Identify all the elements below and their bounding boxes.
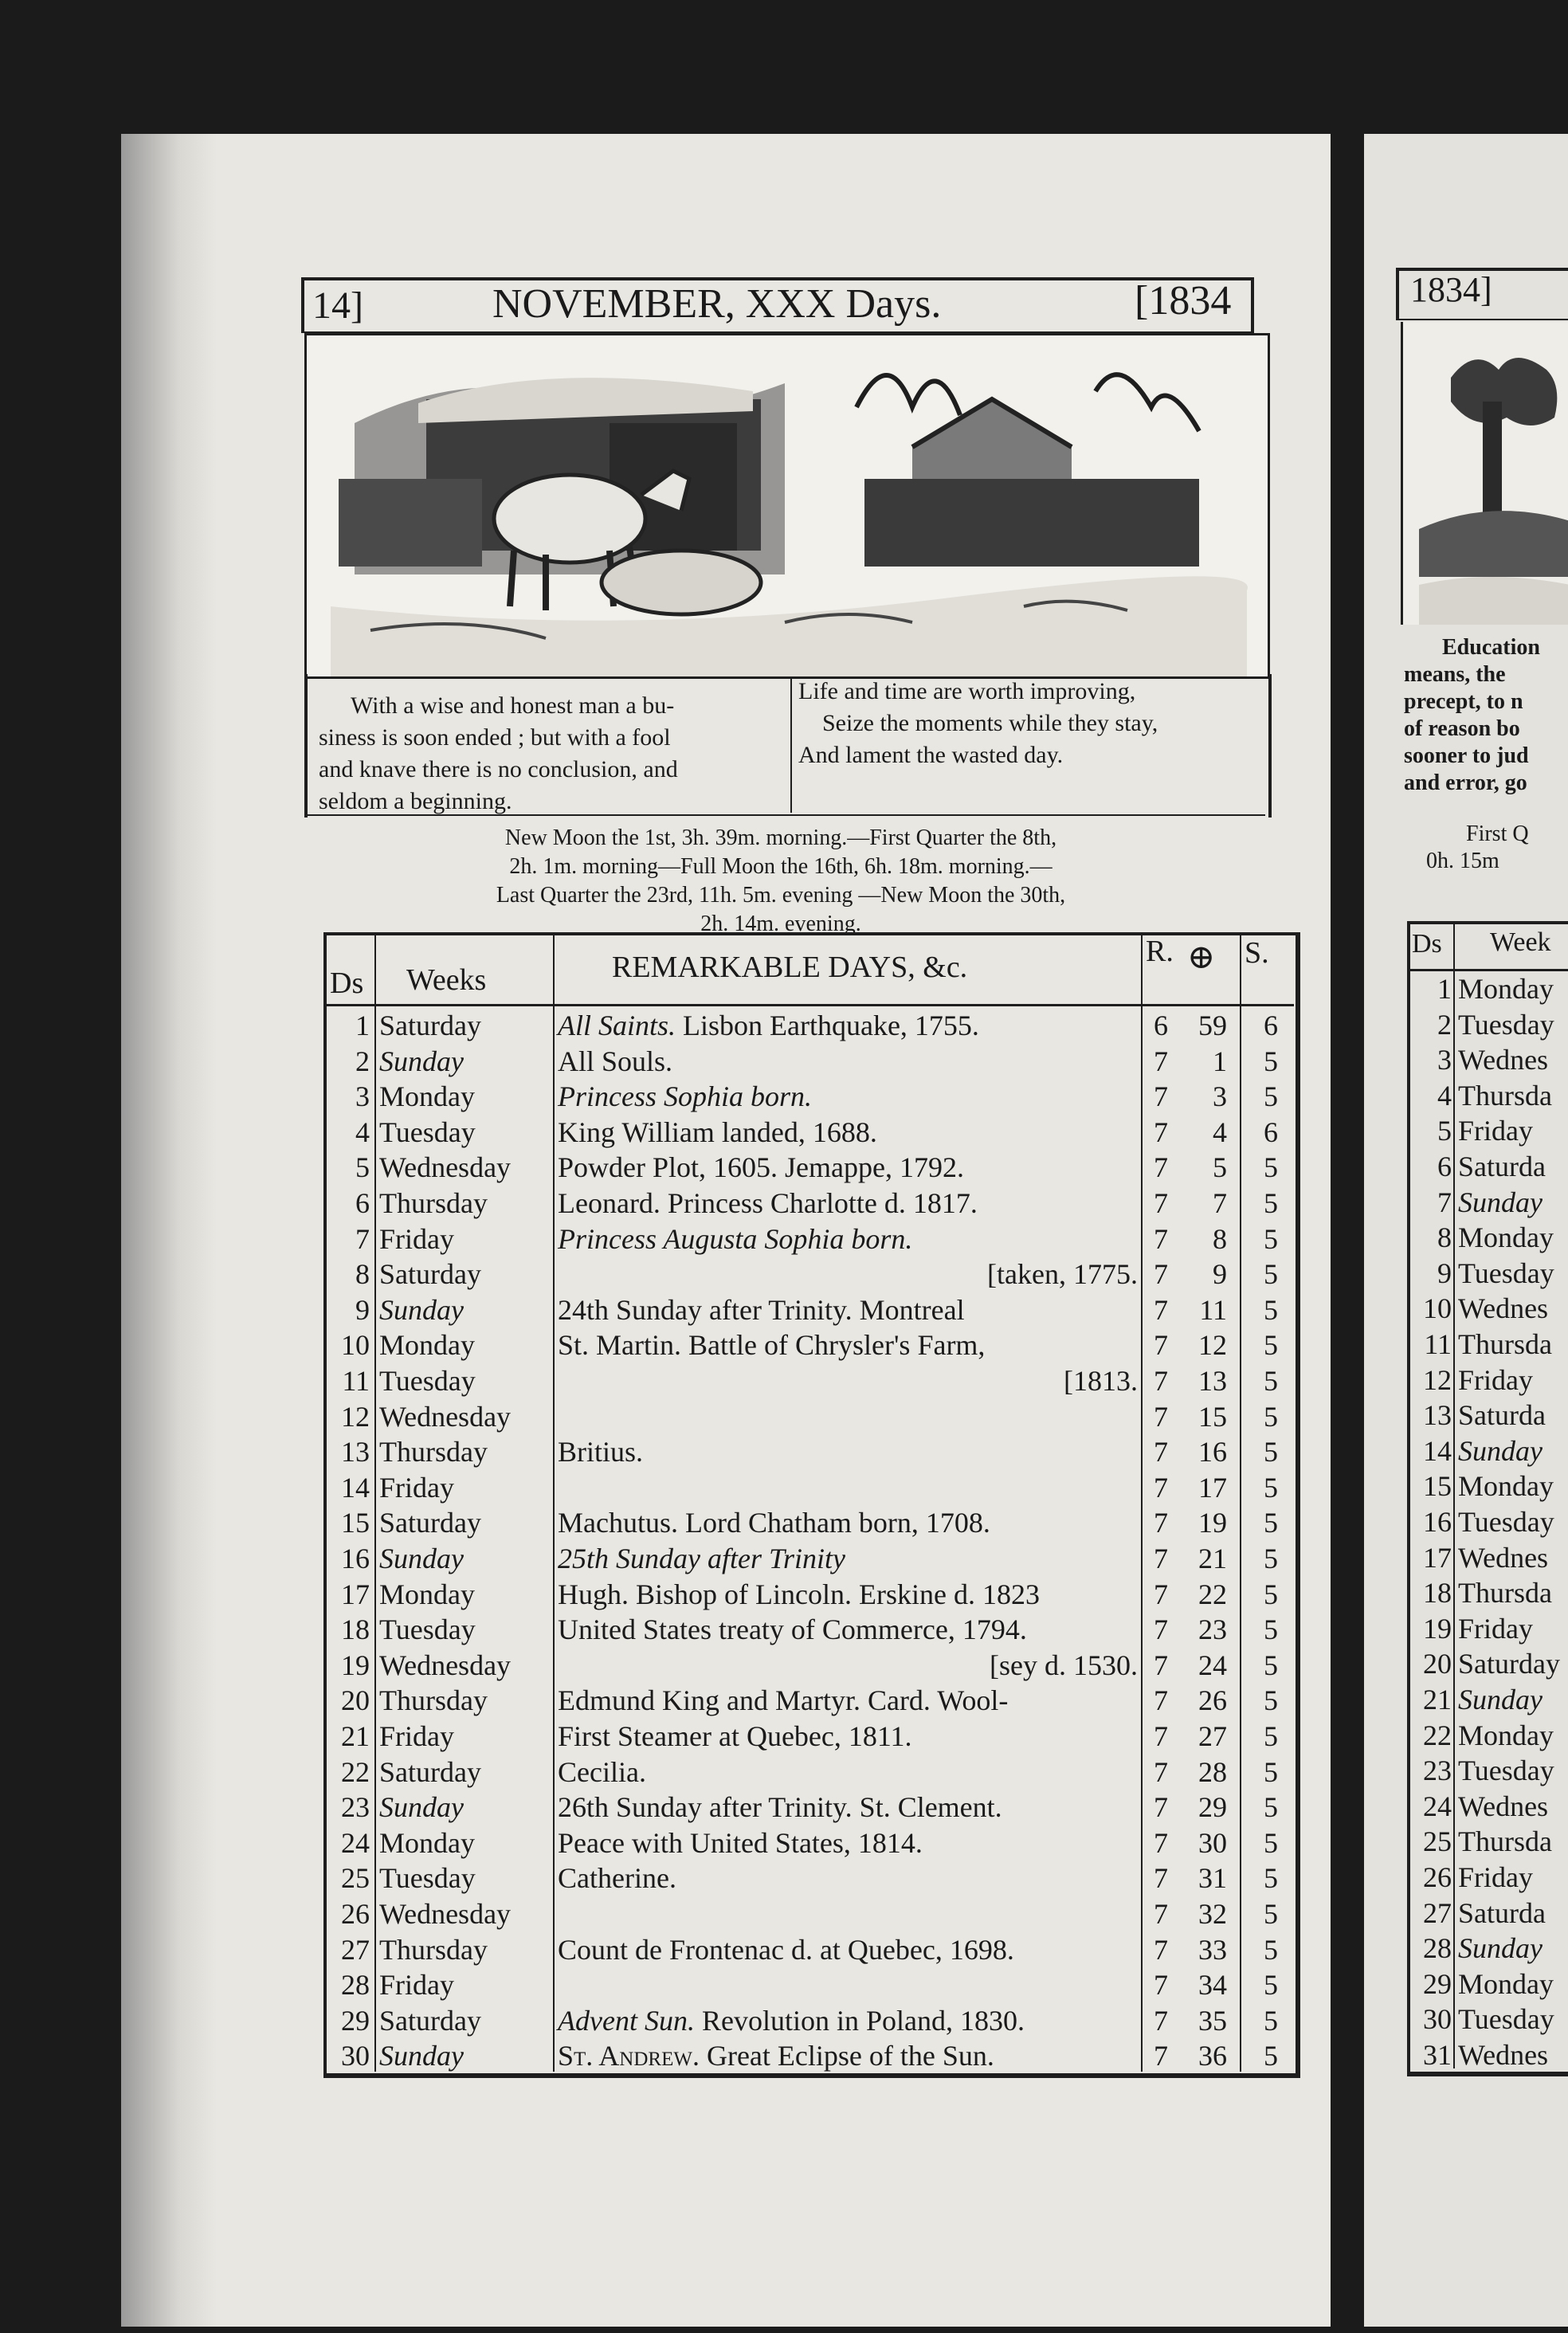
right-day-number: 27 — [1423, 1897, 1452, 1929]
weekday: Wednesday — [379, 1151, 512, 1183]
weekday: Friday — [379, 1472, 454, 1504]
weekday: Tuesday — [379, 1862, 476, 1894]
moon-phase-line: New Moon the 1st, 3h. 39m. morning.—First Quarter the 8th, — [504, 825, 1057, 850]
remarkable-event: Count de Frontenac d. at Quebec, 1698. — [558, 1934, 1014, 1966]
right-header-day: Ds — [1412, 929, 1442, 959]
right-proverb-line: Education — [1442, 635, 1540, 660]
right-weekday: Sunday — [1458, 1684, 1543, 1715]
right-day-number: 17 — [1423, 1542, 1452, 1574]
sunrise-minute: 29 — [1198, 1791, 1227, 1823]
tree-scene-illustration — [1403, 322, 1568, 625]
header-day: Ds — [330, 967, 364, 1000]
sunrise-minute: 19 — [1198, 1507, 1227, 1539]
day-number: 3 — [355, 1080, 370, 1112]
right-weekday: Wednes — [1458, 1044, 1549, 1076]
weekday: Tuesday — [379, 1365, 476, 1397]
day-number: 30 — [341, 2040, 370, 2072]
right-weekday: Tuesday — [1458, 1009, 1554, 1041]
right-day-number: 10 — [1423, 1292, 1452, 1324]
weekday: Sunday — [379, 1294, 464, 1326]
right-weekday: Friday — [1458, 1115, 1533, 1147]
right-day-number: 2 — [1437, 1009, 1452, 1041]
sunrise-minute: 30 — [1198, 1827, 1227, 1859]
sunrise-hour: 7 — [1154, 1436, 1168, 1468]
right-day-number: 7 — [1437, 1186, 1452, 1218]
sunset-hour: 5 — [1264, 1827, 1278, 1859]
weekday: Saturday — [379, 1507, 481, 1539]
right-day-number: 20 — [1423, 1648, 1452, 1680]
remarkable-event: Advent Sun. Revolution in Poland, 1830. — [558, 2005, 1025, 2037]
proverb-right-line: Seize the moments while they stay, — [822, 710, 1158, 736]
sunset-hour: 5 — [1264, 1720, 1278, 1752]
weekday: Saturday — [379, 2005, 481, 2037]
sunrise-hour: 6 — [1154, 1010, 1168, 1041]
right-day-number: 1 — [1437, 973, 1452, 1005]
day-number: 13 — [341, 1436, 370, 1468]
header-remarkable-days: REMARKABLE DAYS, &c. — [612, 951, 968, 984]
right-weekday: Friday — [1458, 1861, 1533, 1893]
right-col-rule-day — [1453, 924, 1455, 2068]
day-number: 9 — [355, 1294, 370, 1326]
sunrise-hour: 7 — [1154, 2005, 1168, 2037]
right-weekday: Thursda — [1458, 1825, 1552, 1857]
day-number: 7 — [355, 1223, 370, 1255]
sunrise-hour: 7 — [1154, 1187, 1168, 1219]
remarkable-event: All Souls. — [558, 1045, 673, 1077]
sunset-hour: 5 — [1264, 1969, 1278, 2001]
right-day-number: 25 — [1423, 1825, 1452, 1857]
sunset-hour: 5 — [1264, 1365, 1278, 1397]
weekday: Friday — [379, 1223, 454, 1255]
sunrise-hour: 7 — [1154, 1472, 1168, 1504]
sunrise-hour: 7 — [1154, 1507, 1168, 1539]
sunrise-minute: 31 — [1198, 1862, 1227, 1894]
day-number: 18 — [341, 1613, 370, 1645]
sunrise-minute: 28 — [1198, 1756, 1227, 1788]
weekday: Wednesday — [379, 1898, 512, 1930]
remarkable-event: United States treaty of Commerce, 1794. — [558, 1613, 1027, 1645]
header-rise: R. — [1146, 935, 1174, 968]
remarkable-event: Leonard. Princess Charlotte d. 1817. — [558, 1187, 978, 1219]
sunset-hour: 5 — [1264, 1436, 1278, 1468]
weekday: Tuesday — [379, 1116, 476, 1148]
sunrise-hour: 7 — [1154, 1294, 1168, 1326]
right-weekday: Monday — [1458, 1221, 1554, 1253]
sunrise-hour: 7 — [1154, 1898, 1168, 1930]
col-rule-weeks — [553, 935, 555, 2072]
sunset-hour: 6 — [1264, 1116, 1278, 1148]
right-weekday: Wednes — [1458, 2039, 1549, 2071]
weekday: Monday — [379, 1578, 475, 1610]
right-day-number: 15 — [1423, 1470, 1452, 1502]
remarkable-event: [1813. — [1064, 1365, 1138, 1397]
right-table-header-rule — [1410, 969, 1568, 971]
day-number: 4 — [355, 1116, 370, 1148]
right-proverb-line: and error, go — [1404, 770, 1527, 795]
right-weekday: Sunday — [1458, 1186, 1543, 1218]
right-weekday: Thursda — [1458, 1328, 1552, 1360]
sunrise-minute: 35 — [1198, 2005, 1227, 2037]
col-rule-day — [374, 935, 376, 2072]
right-day-number: 16 — [1423, 1506, 1452, 1538]
remarkable-event: 24th Sunday after Trinity. Montreal — [558, 1294, 965, 1326]
weekday: Friday — [379, 1969, 454, 2001]
header-set: S. — [1245, 936, 1269, 970]
right-moon-line: 0h. 15m — [1426, 849, 1499, 873]
sunrise-minute: 15 — [1198, 1401, 1227, 1433]
sunset-hour: 6 — [1264, 1010, 1278, 1041]
right-day-number: 23 — [1423, 1755, 1452, 1786]
moon-phase-line: Last Quarter the 23rd, 11h. 5m. evening —New Moon the 30th, — [496, 883, 1066, 908]
remarkable-event: 26th Sunday after Trinity. St. Clement. — [558, 1791, 1002, 1823]
day-number: 20 — [341, 1684, 370, 1716]
remarkable-event: All Saints. Lisbon Earthquake, 1755. — [558, 1010, 979, 1041]
weekday: Thursday — [379, 1187, 488, 1219]
right-day-number: 22 — [1423, 1719, 1452, 1751]
sunset-hour: 5 — [1264, 1613, 1278, 1645]
right-day-number: 18 — [1423, 1577, 1452, 1609]
remarkable-event: Hugh. Bishop of Lincoln. Erskine d. 1823 — [558, 1578, 1040, 1610]
right-proverb-line: of reason bo — [1404, 716, 1520, 741]
sunrise-hour: 7 — [1154, 1720, 1168, 1752]
right-proverb — [1404, 634, 1568, 797]
right-year-label: 1834] — [1410, 270, 1492, 309]
right-weekday: Saturda — [1458, 1897, 1546, 1929]
day-number: 12 — [341, 1401, 370, 1433]
remarkable-event: First Steamer at Quebec, 1811. — [558, 1720, 912, 1752]
right-moon-line: First Q — [1466, 821, 1529, 846]
sunset-hour: 5 — [1264, 1472, 1278, 1504]
remarkable-event: Machutus. Lord Chatham born, 1708. — [558, 1507, 990, 1539]
sunset-hour: 5 — [1264, 1578, 1278, 1610]
right-weekday: Sunday — [1458, 1932, 1543, 1964]
right-weekday: Thursda — [1458, 1080, 1552, 1112]
right-woodcut-illustration — [1401, 322, 1568, 625]
sunset-hour: 5 — [1264, 1080, 1278, 1112]
weekday: Monday — [379, 1827, 475, 1859]
sunset-hour: 5 — [1264, 1543, 1278, 1574]
day-number: 29 — [341, 2005, 370, 2037]
header-weeks: Weeks — [406, 963, 487, 997]
remarkable-event: Princess Sophia born. — [558, 1080, 812, 1112]
sunset-hour: 5 — [1264, 1151, 1278, 1183]
right-weekday: Sunday — [1458, 1435, 1543, 1467]
sunrise-hour: 7 — [1154, 1223, 1168, 1255]
sunrise-hour: 7 — [1154, 1862, 1168, 1894]
sunrise-hour: 7 — [1154, 1649, 1168, 1681]
sunset-hour: 5 — [1264, 1756, 1278, 1788]
day-number: 1 — [355, 1010, 370, 1041]
sunrise-minute: 59 — [1198, 1010, 1227, 1041]
day-number: 27 — [341, 1934, 370, 1966]
day-number: 6 — [355, 1187, 370, 1219]
right-day-number: 28 — [1423, 1932, 1452, 1964]
right-day-number: 8 — [1437, 1221, 1452, 1253]
day-number: 21 — [341, 1720, 370, 1752]
right-day-number: 6 — [1437, 1151, 1452, 1182]
day-number: 5 — [355, 1151, 370, 1183]
sunrise-minute: 16 — [1198, 1436, 1227, 1468]
day-number: 25 — [341, 1862, 370, 1894]
sunrise-minute: 3 — [1213, 1080, 1227, 1112]
remarkable-event: [taken, 1775. — [987, 1258, 1138, 1290]
proverb-right-line: Life and time are worth improving, — [798, 678, 1136, 704]
remarkable-event — [558, 1897, 1138, 1931]
right-weekday: Tuesday — [1458, 2003, 1554, 2035]
right-day-number: 4 — [1437, 1080, 1452, 1112]
remarkable-event: Edmund King and Martyr. Card. Wool- — [558, 1684, 1009, 1716]
right-weekday: Saturda — [1458, 1399, 1546, 1431]
sunrise-hour: 7 — [1154, 1080, 1168, 1112]
sunrise-hour: 7 — [1154, 1329, 1168, 1361]
day-number: 10 — [341, 1329, 370, 1361]
right-day-number: 19 — [1423, 1613, 1452, 1645]
right-weekday: Tuesday — [1458, 1755, 1554, 1786]
sunset-hour: 5 — [1264, 1258, 1278, 1290]
sunrise-hour: 7 — [1154, 1258, 1168, 1290]
sunset-hour: 5 — [1264, 1223, 1278, 1255]
page-gutter-shadow — [121, 134, 217, 2327]
right-weekday: Wednes — [1458, 1292, 1549, 1324]
day-number: 28 — [341, 1969, 370, 2001]
remarkable-event: Peace with United States, 1814. — [558, 1827, 923, 1859]
sunset-hour: 5 — [1264, 1401, 1278, 1433]
sunrise-minute: 22 — [1198, 1578, 1227, 1610]
right-day-number: 30 — [1423, 2003, 1452, 2035]
remarkable-event: Britius. — [558, 1436, 644, 1468]
weekday: Saturday — [379, 1258, 481, 1290]
remarkable-event — [558, 1968, 1138, 2002]
page-number: 14] — [312, 284, 363, 327]
sunrise-minute: 12 — [1198, 1329, 1227, 1361]
moon-phases — [319, 824, 1243, 939]
right-day-number: 13 — [1423, 1399, 1452, 1431]
sunset-hour: 5 — [1264, 1934, 1278, 1966]
sunrise-hour: 7 — [1154, 1045, 1168, 1077]
remarkable-event: St. Andrew. Great Eclipse of the Sun. — [558, 2040, 994, 2072]
sunrise-minute: 13 — [1198, 1365, 1227, 1397]
farm-scene-cows-illustration — [307, 335, 1268, 676]
sunrise-minute: 21 — [1198, 1543, 1227, 1574]
remarkable-event: 25th Sunday after Trinity — [558, 1543, 846, 1574]
sunrise-minute: 34 — [1198, 1969, 1227, 2001]
day-number: 14 — [341, 1472, 370, 1504]
right-proverb-line: precept, to n — [1404, 689, 1523, 714]
right-day-number: 11 — [1424, 1328, 1452, 1360]
proverb-divider — [790, 677, 792, 813]
sunrise-hour: 7 — [1154, 1791, 1168, 1823]
right-day-number: 3 — [1437, 1044, 1452, 1076]
right-weekday: Monday — [1458, 973, 1554, 1005]
right-header-weeks: Week — [1490, 927, 1551, 957]
day-number: 26 — [341, 1898, 370, 1930]
sunrise-minute: 8 — [1213, 1223, 1227, 1255]
day-number: 23 — [341, 1791, 370, 1823]
sunrise-hour: 7 — [1154, 1401, 1168, 1433]
proverb-left-line: With a wise and honest man a bu- — [351, 692, 675, 719]
sunrise-hour: 7 — [1154, 1151, 1168, 1183]
right-moon-phases — [1426, 821, 1568, 875]
weekday: Sunday — [379, 1045, 464, 1077]
sunset-hour: 5 — [1264, 1187, 1278, 1219]
sunset-hour: 5 — [1264, 1898, 1278, 1930]
right-day-number: 26 — [1423, 1861, 1452, 1893]
right-day-number: 21 — [1423, 1684, 1452, 1715]
day-number: 24 — [341, 1827, 370, 1859]
proverb-right — [798, 676, 1260, 771]
day-number: 19 — [341, 1649, 370, 1681]
weekday: Friday — [379, 1720, 454, 1752]
sunrise-hour: 7 — [1154, 1756, 1168, 1788]
right-weekday: Friday — [1458, 1613, 1533, 1645]
weekday: Thursday — [379, 1684, 488, 1716]
right-weekday: Saturda — [1458, 1151, 1546, 1182]
sunset-hour: 5 — [1264, 1294, 1278, 1326]
sunset-hour: 5 — [1264, 1791, 1278, 1823]
sunrise-minute: 4 — [1213, 1116, 1227, 1148]
sunrise-minute: 23 — [1198, 1613, 1227, 1645]
sunset-hour: 5 — [1264, 2040, 1278, 2072]
remarkable-event: Cecilia. — [558, 1756, 646, 1788]
sunrise-minute: 36 — [1198, 2040, 1227, 2072]
day-number: 17 — [341, 1578, 370, 1610]
sunrise-minute: 5 — [1213, 1151, 1227, 1183]
right-day-number: 29 — [1423, 1968, 1452, 2000]
proverb-left-line: and knave there is no conclusion, and — [319, 756, 678, 782]
day-number: 16 — [341, 1543, 370, 1574]
sunrise-minute: 33 — [1198, 1934, 1227, 1966]
weekday: Saturday — [379, 1756, 481, 1788]
weekday: Sunday — [379, 1543, 464, 1574]
sunrise-minute: 26 — [1198, 1684, 1227, 1716]
sunrise-hour: 7 — [1154, 1543, 1168, 1574]
sunset-hour: 5 — [1264, 1507, 1278, 1539]
proverb-right-line: And lament the wasted day. — [798, 742, 1064, 768]
proverb-left — [319, 690, 785, 818]
sunrise-hour: 7 — [1154, 1827, 1168, 1859]
day-number: 15 — [341, 1507, 370, 1539]
right-day-number: 5 — [1437, 1115, 1452, 1147]
day-number: 8 — [355, 1258, 370, 1290]
remarkable-event: Catherine. — [558, 1862, 676, 1894]
sun-symbol-icon: ⊕ — [1187, 939, 1216, 976]
weekday: Tuesday — [379, 1613, 476, 1645]
right-proverb-line: sooner to jud — [1404, 743, 1529, 768]
proverb-bottom-rule — [308, 814, 1265, 816]
sunrise-minute: 7 — [1213, 1187, 1227, 1219]
weekday: Monday — [379, 1080, 475, 1112]
day-number: 11 — [342, 1365, 370, 1397]
sunrise-hour: 7 — [1154, 1365, 1168, 1397]
sunset-hour: 5 — [1264, 2005, 1278, 2037]
right-weekday: Wednes — [1458, 1790, 1549, 1822]
year-label: [1834 — [1135, 278, 1232, 323]
sunset-hour: 5 — [1264, 1684, 1278, 1716]
sunset-hour: 5 — [1264, 1649, 1278, 1681]
sunrise-minute: 1 — [1213, 1045, 1227, 1077]
sunrise-minute: 17 — [1198, 1472, 1227, 1504]
sunrise-hour: 7 — [1154, 1578, 1168, 1610]
remarkable-event: St. Martin. Battle of Chrysler's Farm, — [558, 1329, 986, 1361]
right-day-number: 14 — [1423, 1435, 1452, 1467]
remarkable-event: Powder Plot, 1605. Jemappe, 1792. — [558, 1151, 964, 1183]
right-day-number: 12 — [1423, 1364, 1452, 1396]
weekday: Sunday — [379, 2040, 464, 2072]
right-day-number: 31 — [1423, 2039, 1452, 2071]
woodcut-illustration — [304, 333, 1270, 679]
month-title: NOVEMBER, XXX Days. — [492, 281, 942, 327]
weekday: Thursday — [379, 1436, 488, 1468]
day-number: 2 — [355, 1045, 370, 1077]
weekday: Wednesday — [379, 1649, 512, 1681]
right-weekday: Wednes — [1458, 1542, 1549, 1574]
sunrise-minute: 27 — [1198, 1720, 1227, 1752]
sunset-hour: 5 — [1264, 1045, 1278, 1077]
sunrise-minute: 32 — [1198, 1898, 1227, 1930]
weekday: Saturday — [379, 1010, 481, 1041]
remarkable-event: [sey d. 1530. — [990, 1649, 1138, 1681]
remarkable-event: Princess Augusta Sophia born. — [558, 1223, 913, 1255]
weekday: Sunday — [379, 1791, 464, 1823]
right-weekday: Saturday — [1458, 1648, 1560, 1680]
moon-phase-line: 2h. 14m. evening. — [700, 912, 861, 936]
right-weekday: Tuesday — [1458, 1257, 1554, 1289]
right-weekday: Tuesday — [1458, 1506, 1554, 1538]
sunrise-hour: 7 — [1154, 2040, 1168, 2072]
table-header-rule — [327, 1004, 1294, 1006]
sunrise-minute: 11 — [1199, 1294, 1227, 1326]
day-number: 22 — [341, 1756, 370, 1788]
remarkable-event — [558, 1400, 1138, 1433]
sunrise-hour: 7 — [1154, 1613, 1168, 1645]
right-proverb-line: means, the — [1404, 662, 1506, 687]
right-weekday: Monday — [1458, 1470, 1554, 1502]
remarkable-event: King William landed, 1688. — [558, 1116, 877, 1148]
weekday: Wednesday — [379, 1401, 512, 1433]
right-weekday: Monday — [1458, 1968, 1554, 2000]
right-weekday: Monday — [1458, 1719, 1554, 1751]
weekday: Monday — [379, 1329, 475, 1361]
sunrise-minute: 9 — [1213, 1258, 1227, 1290]
sunrise-hour: 7 — [1154, 1934, 1168, 1966]
remarkable-event — [558, 1471, 1138, 1504]
right-day-number: 24 — [1423, 1790, 1452, 1822]
proverb-left-line: siness is soon ended ; but with a fool — [319, 724, 671, 751]
sunset-hour: 5 — [1264, 1862, 1278, 1894]
right-weekday: Thursda — [1458, 1577, 1552, 1609]
sunset-hour: 5 — [1264, 1329, 1278, 1361]
sunrise-hour: 7 — [1154, 1116, 1168, 1148]
col-rule-sun — [1240, 935, 1241, 2072]
proverb-left-line: seldom a beginning. — [319, 788, 512, 814]
right-weekday: Friday — [1458, 1364, 1533, 1396]
right-day-number: 9 — [1437, 1257, 1452, 1289]
weekday: Thursday — [379, 1934, 488, 1966]
sunrise-hour: 7 — [1154, 1684, 1168, 1716]
sunrise-hour: 7 — [1154, 1969, 1168, 2001]
sunrise-minute: 24 — [1198, 1649, 1227, 1681]
moon-phase-line: 2h. 1m. morning—Full Moon the 16th, 6h. 18m. morning.— — [509, 854, 1053, 879]
